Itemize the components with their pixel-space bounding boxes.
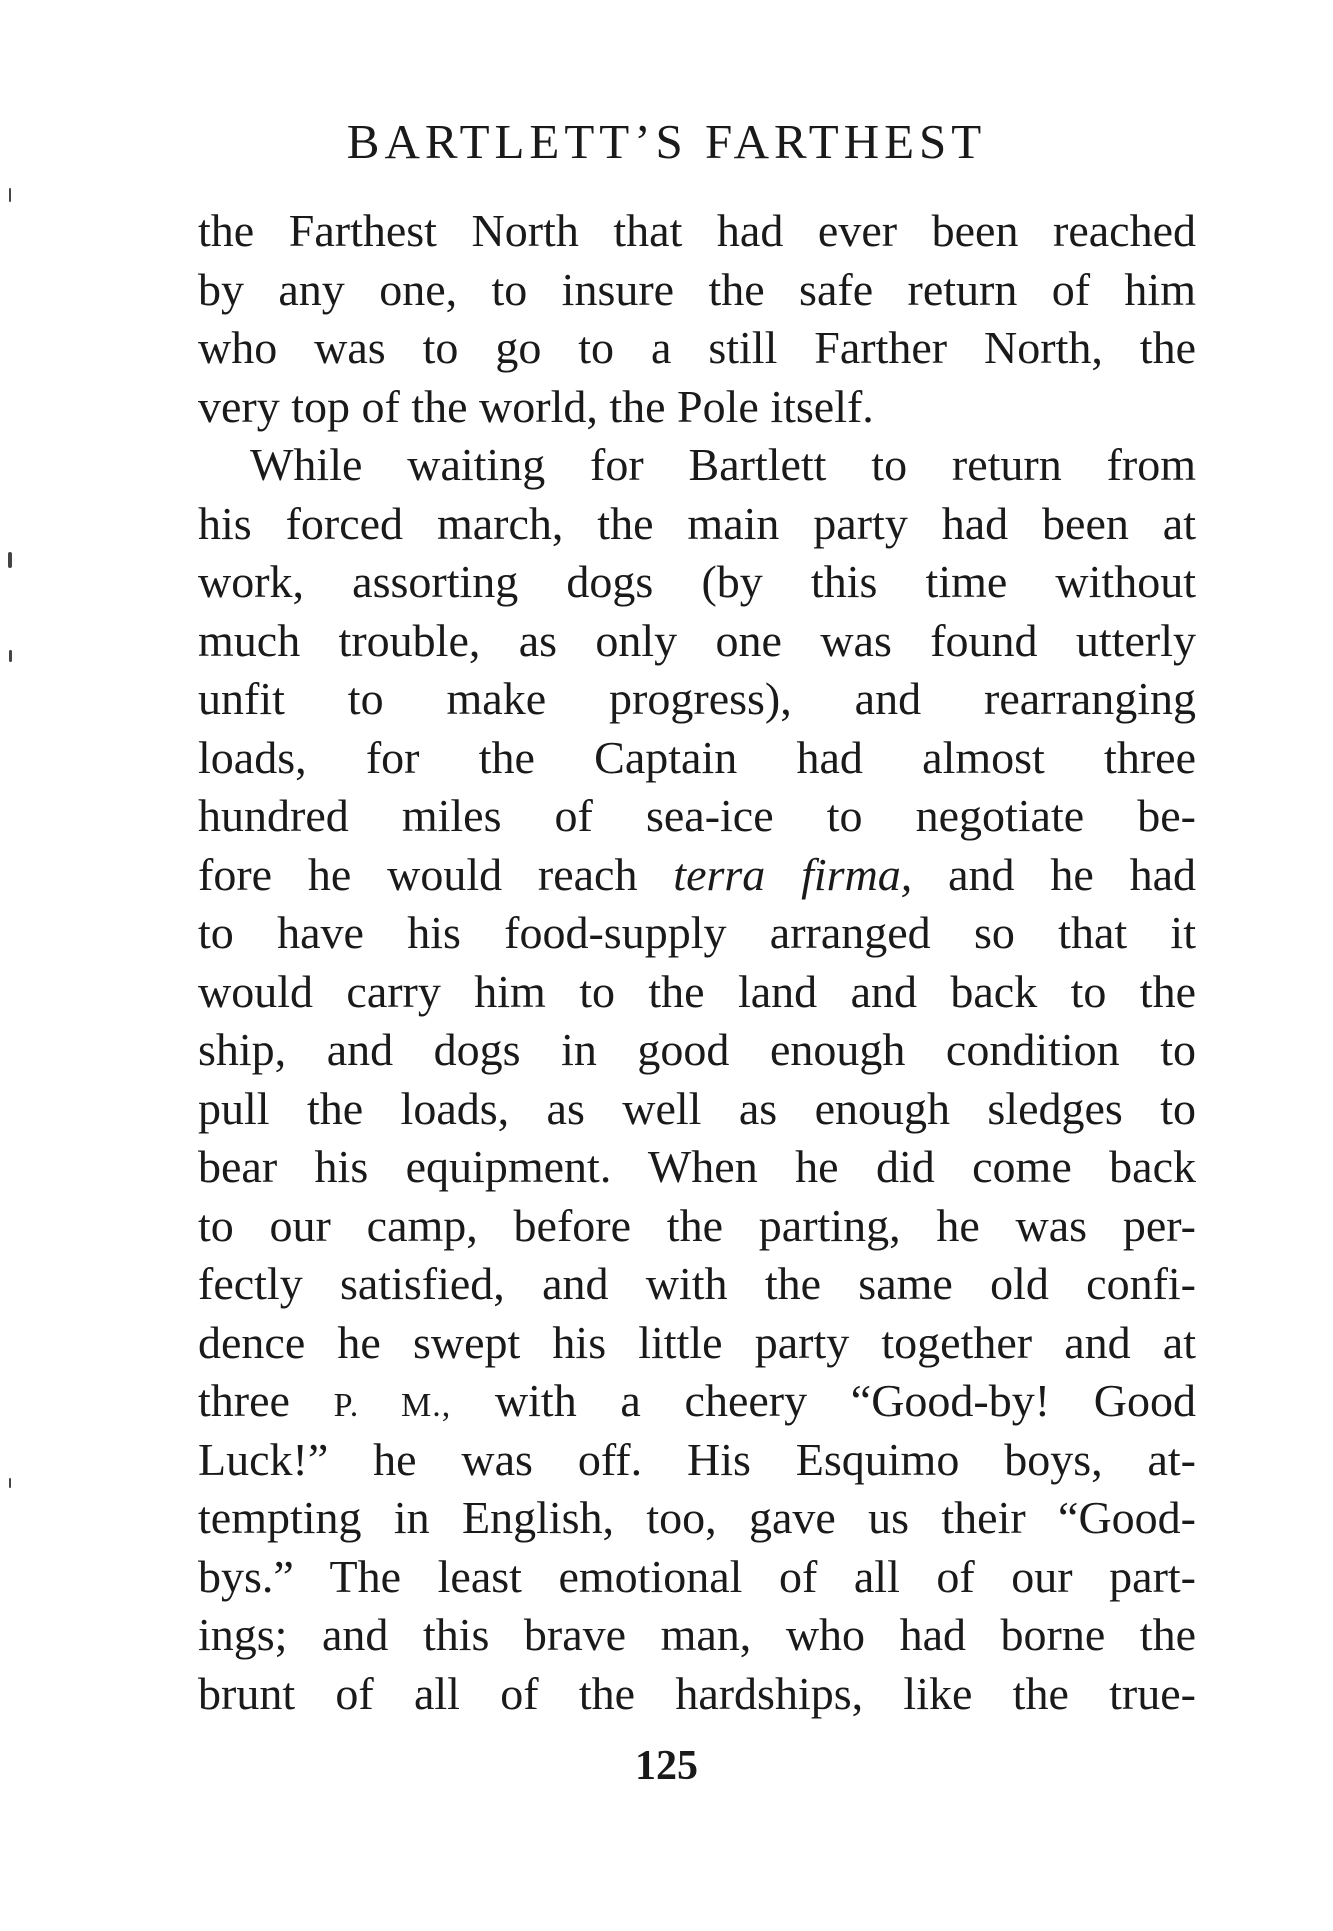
text-line-italic-phrase xyxy=(198,846,1196,905)
text-line: who was to go to a still Farther North, the xyxy=(198,322,1196,373)
text-line: much trouble, as only one was found utterly xyxy=(198,614,1196,666)
running-head: BARTLETT’S FARTHEST xyxy=(346,114,987,169)
page-number: 125 xyxy=(635,1743,698,1789)
italic-phrase: terra firma, xyxy=(673,848,913,900)
text-line-smallcaps xyxy=(198,1372,1196,1431)
text-line: ship, and dogs in good enough condition to xyxy=(198,1024,1196,1075)
text-line: ings; and this brave man, who had borne the xyxy=(198,1609,1196,1660)
text-line: tempting in English, too, gave us their “Good- xyxy=(198,1492,1196,1543)
text-line: Luck!” he was off. His Esquimo boys, at- xyxy=(198,1433,1196,1485)
text-line: very top of the world, the Pole itself. xyxy=(198,380,874,432)
text-segment: with a cheery “Good-by! Good xyxy=(451,1375,1196,1426)
text-segment: fore he would reach xyxy=(198,848,674,900)
scan-speck xyxy=(8,552,12,568)
text-line: fectly satisfied, and with the same old confi- xyxy=(198,1258,1196,1309)
text-line: the Farthest North that had ever been reached xyxy=(198,205,1196,256)
text-line: hundred miles of sea-ice to negotiate be- xyxy=(198,790,1196,841)
scan-speck xyxy=(9,650,12,662)
text-line: dence he swept his little party together and at xyxy=(198,1316,1196,1368)
text-line: his forced march, the main party had been at xyxy=(198,497,1196,549)
text-line: by any one, to insure the safe return of him xyxy=(198,263,1196,315)
text-line: While waiting for Bartlett to return from xyxy=(250,439,1196,490)
text-segment: and he had xyxy=(912,848,1196,900)
scan-speck xyxy=(9,1478,11,1488)
text-line: unfit to make progress), and rearranging xyxy=(198,673,1196,724)
text-line: brunt of all of the hardships, like the true- xyxy=(198,1667,1196,1719)
text-line: to our camp, before the parting, he was per- xyxy=(198,1199,1196,1251)
text-line: to have his food-supply arranged so that it xyxy=(198,907,1196,958)
text-line: bear his equipment. When he did come back xyxy=(198,1141,1196,1192)
body-text xyxy=(198,202,1196,1723)
text-line: pull the loads, as well as enough sledges to xyxy=(198,1082,1196,1134)
scan-speck xyxy=(9,188,11,202)
text-line: bys.” The least emotional of all of our part- xyxy=(198,1550,1196,1602)
text-line: work, assorting dogs (by this time without xyxy=(198,556,1196,607)
text-line: would carry him to the land and back to the xyxy=(198,965,1196,1017)
text-segment: three xyxy=(198,1375,334,1426)
smallcaps-time: P. M., xyxy=(333,1387,452,1424)
text-line: loads, for the Captain had almost three xyxy=(198,731,1196,783)
